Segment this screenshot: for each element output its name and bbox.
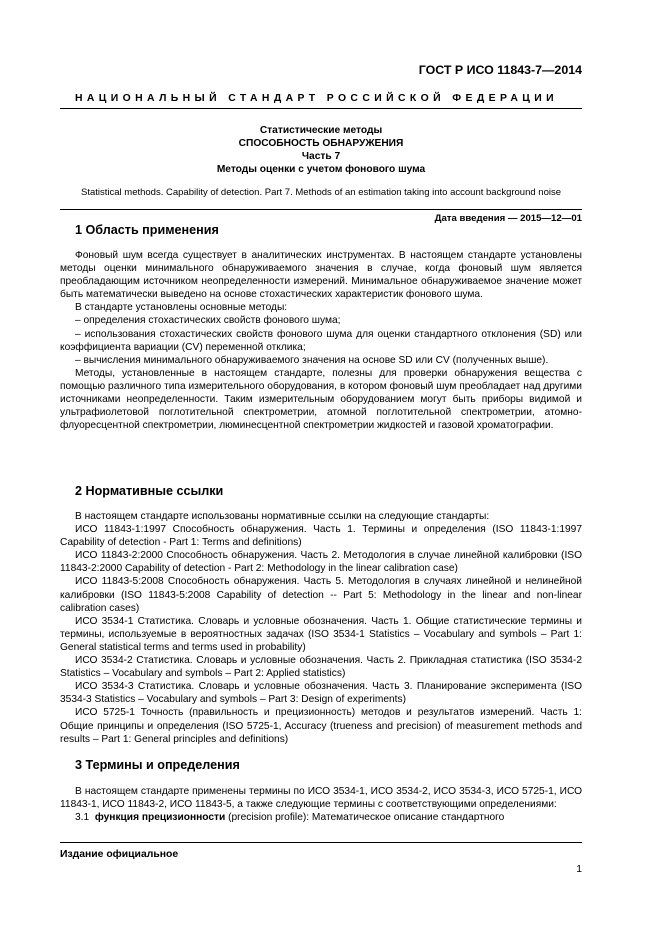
english-title: Statistical methods. Capability of detection. Part 7. Methods of an estimation taking into account background noise bbox=[80, 187, 562, 198]
section-1 bbox=[60, 223, 582, 432]
paragraph: В настоящем стандарте использованы нормативные ссылки на следующие стандарты: bbox=[75, 511, 490, 522]
reference-item: ИСО 3534-3 Статистика. Словарь и условные обозначения. Часть 3. Планирование эксперимента (ISO 3534-3 Statistics – Vocabulary and symbols – Part 3: Design of experiments) bbox=[60, 681, 582, 706]
header-rule bbox=[60, 108, 582, 109]
title-rule bbox=[60, 209, 582, 210]
list-item: – вычисления минимального обнаруживаемого значения на основе SD или CV (полученных выше). bbox=[75, 354, 549, 366]
list-item: – определения стохастических свойств фонового шума; bbox=[75, 315, 341, 327]
footer-rule bbox=[60, 842, 582, 843]
reference-item: ИСО 3534-2 Статистика. Словарь и условные обозначения. Часть 2. Прикладная статистика (ISO 3534-2 Statistics – Vocabulary and symbols – Part 2: Applied statistics) bbox=[60, 655, 582, 680]
introduction-date: Дата введения — 2015—12—01 bbox=[434, 213, 582, 224]
term-name: функция прецизионности bbox=[94, 812, 226, 824]
term-number: 3.1 bbox=[75, 812, 90, 824]
list-item: – использования стохастических свойств фонового шума для оценки стандартного отклонения (SD) или коэффициента вариации (CV) переменной отклика; bbox=[60, 328, 582, 353]
reference-item: ИСО 11843-2:2000 Способность обнаружения. Часть 2. Методология в случае линейной калибровки (ISO 11843-2:2000 Capability of detection - Part 2: Methodology in the linear calibration case) bbox=[60, 550, 582, 575]
title-line-3: Часть 7 bbox=[301, 151, 341, 162]
term-text: (precision profile): Математическое описание стандартного bbox=[228, 812, 505, 824]
term-definition bbox=[60, 811, 582, 824]
reference-item: ИСО 11843-5:2008 Способность обнаружения. Часть 5. Методология в случаях линейной и нелинейной калибровки (ISO 11843-5:2008 Capability of detection -- Part 5: Methodology in the linear and non-linear calibration cases) bbox=[60, 576, 582, 614]
title-line-1: Статистические методы bbox=[259, 125, 383, 136]
official-edition-label: Издание официальное bbox=[60, 849, 179, 860]
section-3-heading: 3 Термины и определения bbox=[75, 758, 240, 772]
paragraph: Методы, установленные в настоящем стандарте, полезны для проверки обнаружения вещества с помощью различного типа измерительного оборудования, в котором фоновый шум преобладает над другими источниками неопределенности. Таким измерительным оборудованием могут быть приборы видимой и ультрафиолетовой поглотительной спектрометрии, атомной поглотительной спектрометрии, атомно-флуоресцентной спектрометрии, люминесцентной спектрометрии жидкостей и газовой хроматографии. bbox=[60, 367, 582, 432]
section-2-heading: 2 Нормативные ссылки bbox=[75, 484, 224, 498]
title-line-2: СПОСОБНОСТЬ ОБНАРУЖЕНИЯ bbox=[238, 138, 404, 149]
title-line-4: Методы оценки с учетом фонового шума bbox=[216, 164, 426, 175]
section-2 bbox=[60, 484, 582, 746]
reference-item: ИСО 5725-1 Точность (правильность и прецизионность) методов и результатов измерений. Часть 1: Общие принципы и определения (ISO 5725-1, Accuracy (trueness and precision) of measurement methods and results – Part 1: General principles and definitions) bbox=[60, 707, 582, 745]
section-3 bbox=[60, 758, 582, 824]
title-block bbox=[60, 124, 582, 176]
page-number: 1 bbox=[576, 864, 582, 875]
section-1-heading: 1 Область применения bbox=[75, 223, 219, 237]
standard-code: ГОСТ Р ИСО 11843-7—2014 bbox=[418, 63, 582, 77]
paragraph: В настоящем стандарте применены термины по ИСО 3534-1, ИСО 3534-2, ИСО 3534-3, ИСО 5725-1, ИСО 11843-1, ИСО 11843-2, ИСО 11843-5, а также следующие термины с соответствующими определениями: bbox=[60, 786, 582, 811]
national-standard-banner: НАЦИОНАЛЬНЫЙ СТАНДАРТ РОССИЙСКОЙ ФЕДЕРАЦИИ bbox=[75, 93, 559, 104]
reference-item: ИСО 3534-1 Статистика. Словарь и условные обозначения. Часть 1. Общие статистические термины и термины, используемые в вероятностных задачах (ISO 3534-1 Statistics – Vocabulary and symbols – Part 1: General statistical terms and terms used in probability) bbox=[60, 615, 582, 653]
paragraph: В стандарте установлены основные методы: bbox=[75, 302, 288, 314]
paragraph: Фоновый шум всегда существует в аналитических инструментах. В настоящем стандарте установлены методы оценки минимального обнаруживаемого значения в случае, когда фоновый шум является преобладающим источником неопределенности измерений. Минимальное обнаруживаемое значение может быть математически выведено на основе стохастических характеристик фонового шума. bbox=[60, 250, 582, 301]
reference-item: ИСО 11843-1:1997 Способность обнаружения. Часть 1. Термины и определения (ISO 11843-1:1997 Capability of detection - Part 1: Terms and definitions) bbox=[60, 524, 582, 549]
